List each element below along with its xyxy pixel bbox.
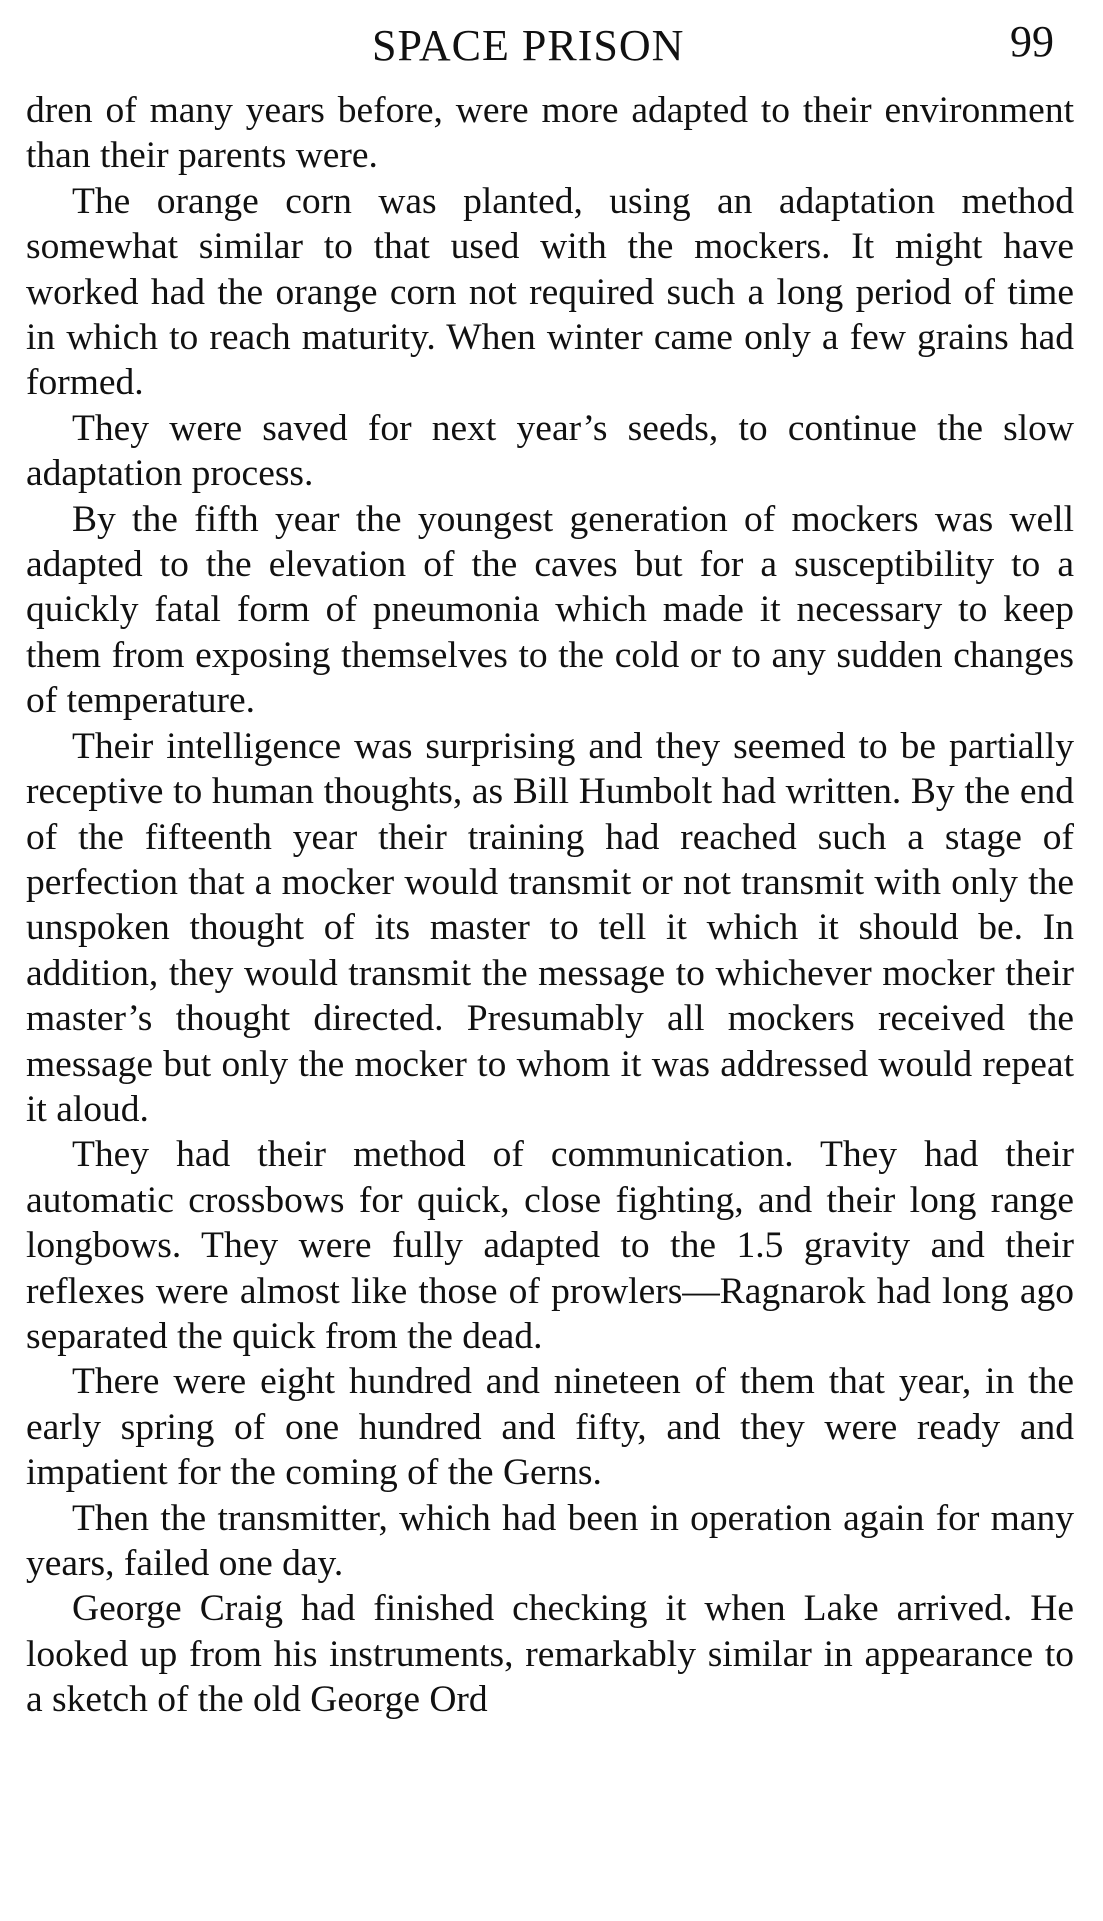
paragraph: There were eight hundred and nineteen of them that year, in the early spring of one hundred and fifty, and they were ready and impatient for the coming of the Gerns.	[26, 1361, 1074, 1494]
running-title: SPACE PRISON	[372, 21, 685, 70]
paragraph: They were saved for next year’s seeds, to continue the slow adaptation process.	[26, 407, 1074, 495]
running-head	[0, 14, 1103, 74]
paragraph: Then the transmitter, which had been in operation again for many years, failed one day.	[26, 1497, 1074, 1584]
body-text	[26, 88, 1074, 1723]
paragraph-continued: dren of many years before, were more adapted to their environment than their parents were.	[26, 90, 1074, 177]
page-number: 99	[1010, 17, 1054, 66]
paragraph: They had their method of communication. They had their automatic crossbows for quick, close fighting, and their long range longbows. They were fully adapted to the 1.5 gravity and their reflexes were almost like those of prowlers—Ragnarok had long ago separated the quick from the dead.	[26, 1134, 1074, 1357]
paragraph: George Craig had finished checking it when Lake arrived. He looked up from his instruments, remarkably similar in appearance to a sketch of the old George Ord	[26, 1588, 1074, 1721]
paragraph: The orange corn was planted, using an adaptation method somewhat similar to that used with the mockers. It might have worked had the orange corn not required such a long period of time in which to reach maturity. When winter came only a few grains had formed.	[26, 180, 1074, 404]
paragraph: By the fifth year the youngest generation of mockers was well adapted to the elevation of the caves but for a susceptibility to a quickly fatal form of pneumonia which made it necessary to keep them from exposing themselves to the cold or to any sudden changes of temperature.	[26, 498, 1074, 722]
paragraph: Their intelligence was surprising and they seemed to be partially receptive to human thoughts, as Bill Humbolt had written. By the end of the fifteenth year their training had reached such a stage of perfection that a mocker would transmit or not transmit with only the unspoken thought of its master to tell it which it should be. In addition, they would transmit the message to whichever mocker their master’s thought directed. Presumably all mockers received the message but only the mocker to whom it was addressed would repeat it aloud.	[26, 725, 1074, 1130]
